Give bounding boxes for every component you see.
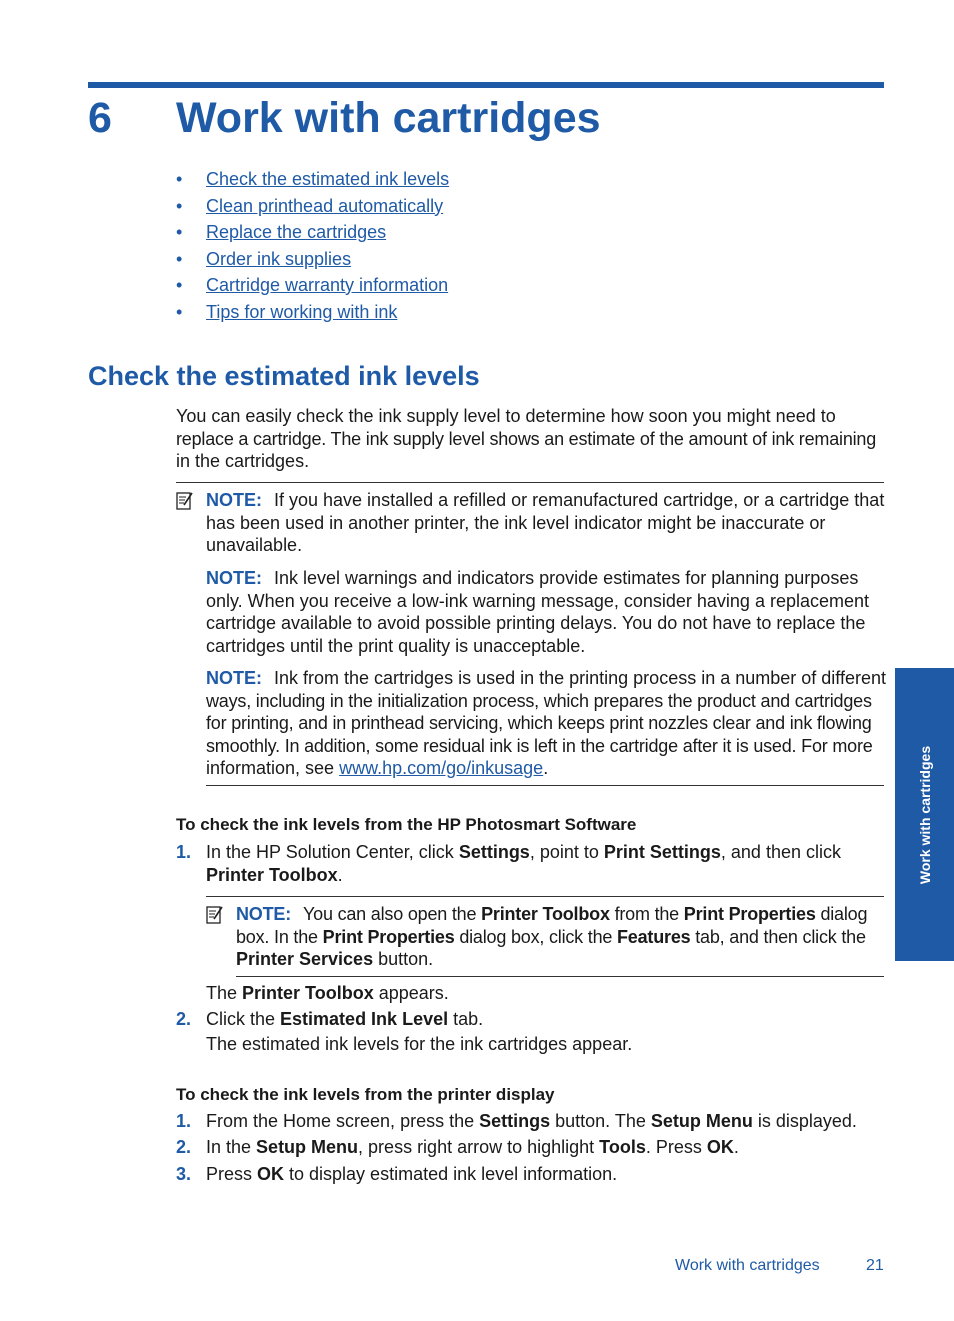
divider [206,785,884,786]
toc-link[interactable]: Clean printhead automatically [206,195,444,216]
note-1: NOTE: If you have installed a refilled or remanufactured cartridge, or a cartridge that has been used in another printer, the ink level indicator might be inaccurate or unavailable. [206,490,885,555]
note-icon [176,491,194,511]
page-number: 21 [866,1257,884,1274]
procedure-title: To check the ink levels from the HP Photosmart Software [176,815,637,834]
step: 3. Press OK to display estimated ink level information. [176,1164,618,1184]
note-3: NOTE: Ink from the cartridges is used in the printing process in a number of different ways, including in the initialization process, which prepares the product and cartridges for printing, and in printhead servicing, which keeps print nozzles clear and ink flowing smoothly. In addition, some residual ink is left in the cartridge after it is used. For more information, see www.hp.com/go/inkusage. [206,668,886,778]
step: 2. In the Setup Menu, press right arrow to highlight Tools. Press OK. [176,1137,739,1157]
chapter-rule [88,82,884,88]
procedure-title: To check the ink levels from the printer display [176,1085,555,1104]
note-2: NOTE: Ink level warnings and indicators provide estimates for planning purposes only. When you receive a low-ink warning message, consider having a replacement cartridge available to avoid possible printing delays. You do not have to replace the cartridges until the print quality is unacceptable. [206,568,870,656]
toc-link[interactable]: Order ink supplies [206,248,352,269]
step: 1. From the Home screen, press the Settings button. The Setup Menu is displayed. [176,1111,857,1131]
side-chapter-tab [895,668,954,961]
divider [206,896,884,897]
chapter-toc [176,168,449,327]
step-result: The Printer Toolbox appears. [206,983,449,1003]
toc-item: • Replace the cartridges [176,222,387,242]
toc-item: • Cartridge warranty information [176,275,449,295]
chapter-title: Work with cartridges [176,94,601,142]
toc-link[interactable]: Tips for working with ink [206,301,398,322]
intro-paragraph: You can easily check the ink supply level to determine how soon you might need to replace a cartridge. The ink supply level shows an estimate of the amount of ink remaining in the cartridges. [176,406,877,471]
chapter-number: 6 [88,94,112,142]
toc-item: • Check the estimated ink levels [176,169,450,189]
step-result: The estimated ink levels for the ink cartridges appear. [206,1034,633,1054]
toc-link[interactable]: Check the estimated ink levels [206,169,450,189]
note-icon [206,905,224,925]
section-heading: Check the estimated ink levels [88,361,480,391]
toc-item: • Tips for working with ink [176,301,398,322]
toc-item: • Order ink supplies [176,248,352,269]
footer-chapter-label: Work with cartridges [675,1257,820,1274]
toc-link[interactable]: Replace the cartridges [206,222,387,242]
inner-note: NOTE: You can also open the Printer Toolbox from the Print Properties dialog box. In the Print Properties dialog box, click the Features tab, and then click the Printer Services button. [236,904,868,969]
toc-item: • Clean printhead automatically [176,195,444,216]
step: 1. In the HP Solution Center, click Settings, point to Print Settings, and then click Printer Toolbox. [176,842,841,885]
inkusage-link[interactable]: www.hp.com/go/inkusage [339,758,544,778]
side-chapter-tab-label: Work with cartridges [916,745,933,884]
divider [176,482,884,483]
step: 2. Click the Estimated Ink Level tab. [176,1009,484,1029]
divider [236,976,884,977]
toc-link[interactable]: Cartridge warranty information [206,275,449,295]
